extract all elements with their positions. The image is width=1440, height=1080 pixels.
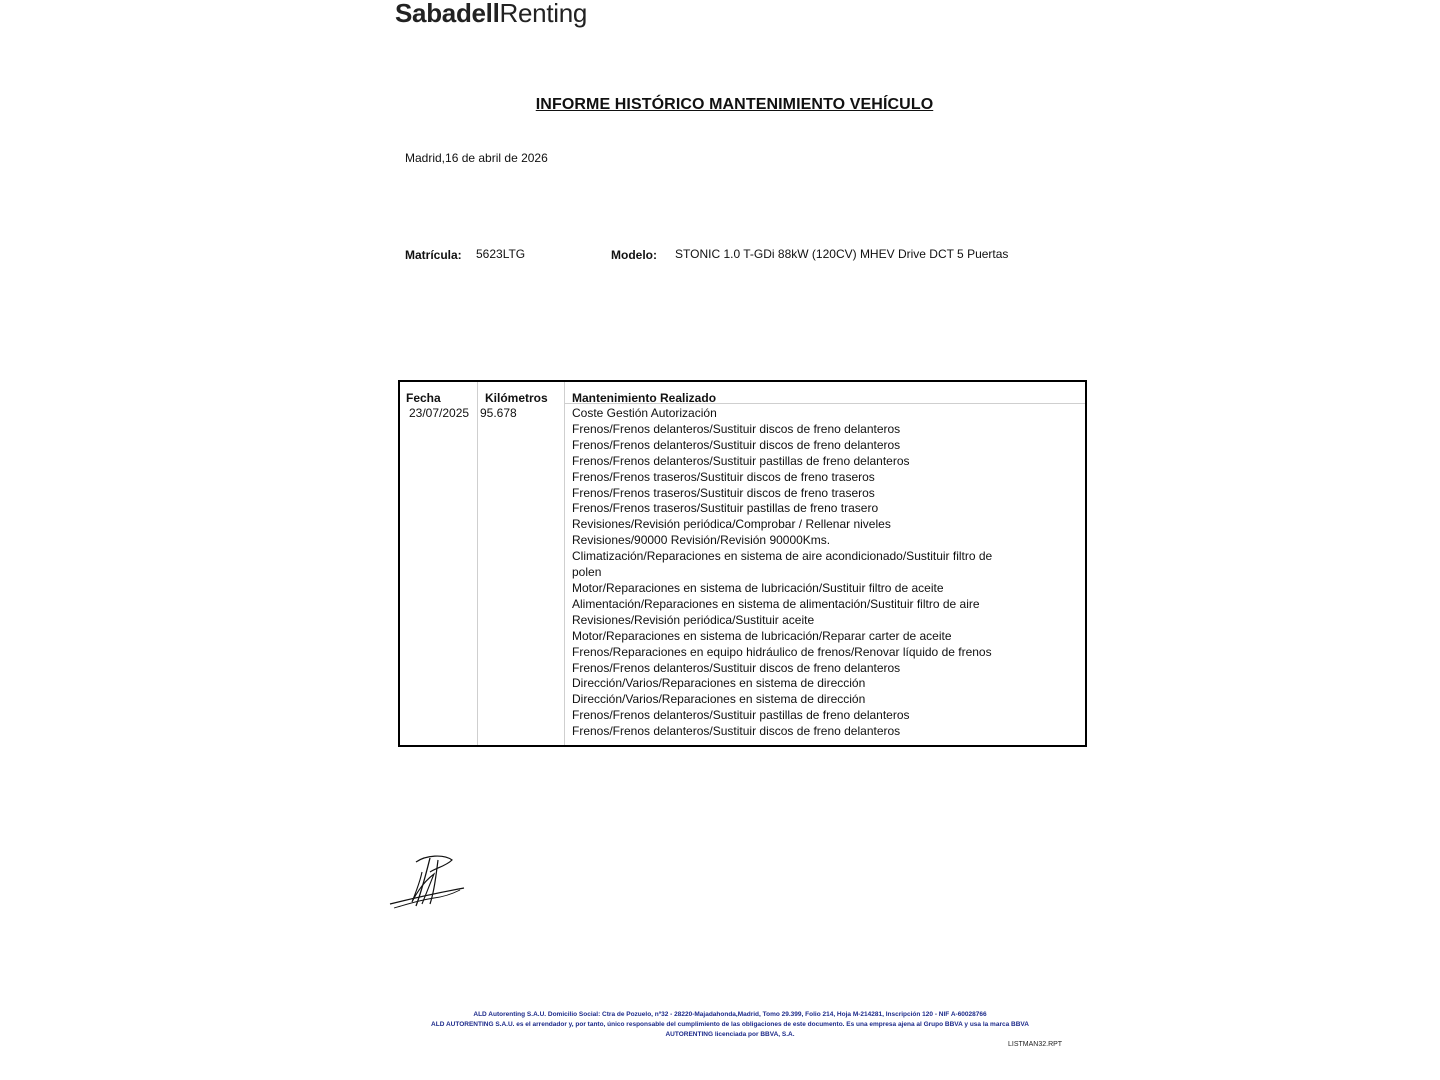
maintenance-item: Coste Gestión Autorización: [572, 406, 717, 420]
maintenance-table: [398, 380, 1087, 747]
signature-image: [386, 850, 468, 912]
report-title: INFORME HISTÓRICO MANTENIMIENTO VEHÍCULO: [535, 96, 934, 113]
header-date: Fecha: [406, 391, 441, 405]
header-km: Kilómetros: [485, 391, 548, 405]
maintenance-item: Dirección/Varios/Reparaciones en sistema de dirección: [572, 676, 866, 691]
maintenance-items-list: [572, 406, 1002, 740]
maintenance-item: Frenos/Reparaciones en equipo hidráulico de frenos/Renovar líquido de frenos: [572, 644, 992, 659]
row-km: 95.678: [480, 406, 517, 420]
maintenance-item: Frenos/Frenos delanteros/Sustituir discos de freno delanteros: [572, 724, 901, 739]
footer-line-2: ALD AUTORENTING S.A.U. es el arrendador y, por tanto, único responsable del cumplimiento de las obligaciones de este documento. Es una empresa ajena al Grupo BBVA y usa la marca BBVA: [431, 1021, 1029, 1028]
maintenance-item: Motor/Reparaciones en sistema de lubricación/Reparar carter de aceite: [572, 628, 952, 643]
report-code: LISTMAN32.RPT: [1008, 1041, 1063, 1048]
maintenance-item: Revisiones/Revisión periódica/Comprobar / Rellenar niveles: [572, 517, 891, 532]
maintenance-item: polen: [572, 565, 602, 580]
sabadell-renting-logo: [395, 0, 587, 29]
maintenance-item: Revisiones/90000 Revisión/Revisión 90000Kms.: [572, 533, 831, 548]
row-date: 23/07/2025: [409, 406, 470, 420]
maintenance-item: Frenos/Frenos delanteros/Sustituir pastillas de freno delanteros: [572, 708, 910, 723]
column-divider: [564, 382, 565, 745]
date-city: Madrid,: [405, 151, 446, 165]
date-value: 16 de abril de 2026: [445, 151, 548, 165]
maintenance-item: Frenos/Frenos delanteros/Sustituir discos de freno delanteros: [572, 660, 901, 675]
maintenance-item: Frenos/Frenos delanteros/Sustituir pastillas de freno delanteros: [572, 453, 910, 468]
logo-light-part: Renting: [499, 0, 588, 28]
maintenance-item: Dirección/Varios/Reparaciones en sistema de dirección: [572, 692, 866, 707]
logo-bold-part: Sabadell: [395, 0, 500, 28]
report-date: [405, 151, 548, 165]
maintenance-item: Alimentación/Reparaciones en sistema de alimentación/Sustituir filtro de aire: [572, 596, 980, 611]
footer-line-3: AUTORENTING licenciada por BBVA, S.A.: [665, 1031, 795, 1038]
header-maintenance: Mantenimiento Realizado: [572, 391, 717, 405]
maintenance-item: Climatización/Reparaciones en sistema de aire acondicionado/Sustituir filtro de: [572, 549, 993, 564]
legal-footer: [0, 1010, 1440, 1040]
maintenance-item: Frenos/Frenos delanteros/Sustituir discos de freno delanteros: [572, 437, 901, 452]
maintenance-item: Motor/Reparaciones en sistema de lubricación/Sustituir filtro de aceite: [572, 580, 944, 595]
maintenance-item: Revisiones/Revisión periódica/Sustituir aceite: [572, 612, 815, 627]
plate-label: Matrícula:: [405, 248, 462, 262]
footer-line-1: ALD Autorenting S.A.U. Domicilio Social: Ctra de Pozuelo, nº32 - 28220-Majadahonda,Madrid, Tomo 29.399, Folio 214, Hoja M-214281, Inscripción 120 - NIF A-60028766: [473, 1011, 987, 1018]
model-value: STONIC 1.0 T-GDi 88kW (120CV) MHEV Drive DCT 5 Puertas: [675, 247, 1009, 261]
maintenance-item: Frenos/Frenos delanteros/Sustituir discos de freno delanteros: [572, 421, 901, 436]
maintenance-item: Frenos/Frenos traseros/Sustituir pastillas de freno trasero: [572, 501, 879, 516]
plate-value: 5623LTG: [476, 247, 526, 261]
maintenance-item: Frenos/Frenos traseros/Sustituir discos de freno traseros: [572, 469, 875, 484]
column-divider: [477, 382, 478, 745]
model-label: Modelo:: [611, 248, 657, 262]
maintenance-item: Frenos/Frenos traseros/Sustituir discos de freno traseros: [572, 485, 875, 500]
